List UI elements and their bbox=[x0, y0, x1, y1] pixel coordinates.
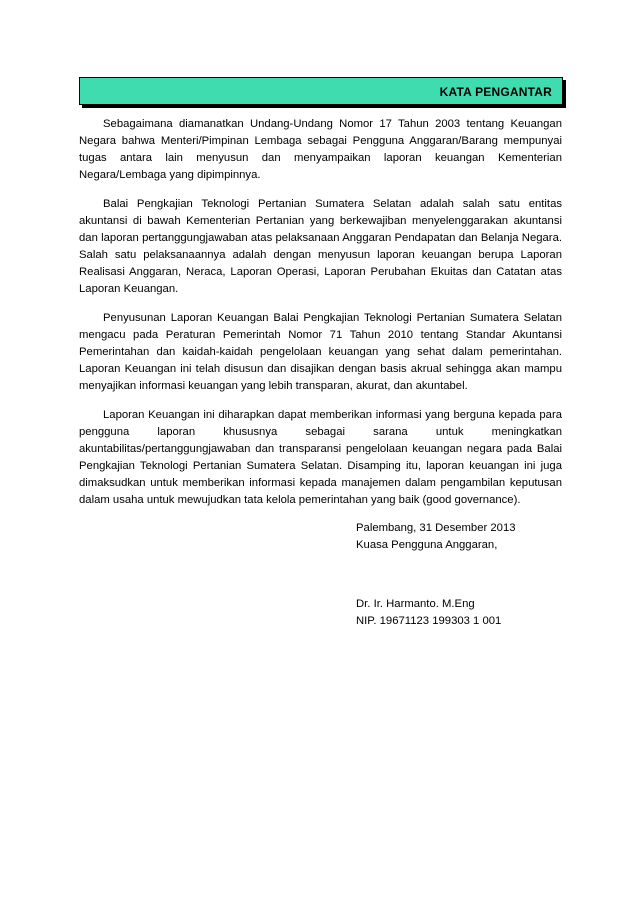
paragraph-3: Penyusunan Laporan Keuangan Balai Pengkajian Teknologi Pertanian Sumatera Selatan mengacu pada Peraturan Pemerintah Nomor 71 Tahun 2010 tentang Standar Akuntansi Pemerintahan dan kaidah-kaidah pengelolaan keuangan yang sehat dalam pemerintahan. Laporan Keuangan ini telah disusun dan disajikan dengan basis akrual sehingga akan mampu menyajikan informasi keuangan yang lebih transparan, akurat, dan akuntabel. bbox=[79, 312, 562, 392]
paragraph-2: Balai Pengkajian Teknologi Pertanian Sumatera Selatan adalah salah satu entitas akuntansi di bawah Kementerian Pertanian yang berkewajiban menyelenggarakan akuntansi dan laporan pertanggungjawaban atas pelaksanaan Anggaran Pendapatan dan Belanja Negara. Salah satu pelaksanaannya adalah dengan menyusun laporan keuangan berupa Laporan Realisasi Anggaran, Neraca, Laporan Operasi, Laporan Perubahan Ekuitas dan Catatan atas Laporan Keuangan. bbox=[79, 198, 562, 295]
signer-position: Kuasa Pengguna Anggaran, bbox=[356, 539, 498, 551]
paragraph-4: Laporan Keuangan ini diharapkan dapat memberikan informasi yang berguna kepada para pengguna laporan khususnya sebagai sarana untuk meningkatkan akuntabilitas/pertanggungjawaban dan transparansi pengelolaan keuangan negara pada Balai Pengkajian Teknologi Pertanian Sumatera Selatan. Disamping itu, laporan keuangan ini juga dimaksudkan untuk memberikan informasi kepada manajemen dalam pengambilan keputusan dalam usaha untuk mewujudkan tata kelola pemerintahan yang baik (good governance). bbox=[79, 409, 562, 506]
signer-nip: NIP. 19671123 199303 1 001 bbox=[356, 615, 502, 627]
page-title: KATA PENGANTAR bbox=[439, 85, 552, 99]
signature-footer bbox=[356, 596, 501, 630]
place-date: Palembang, 31 Desember 2013 bbox=[356, 522, 516, 534]
body-text bbox=[79, 116, 562, 521]
signer-name: Dr. Ir. Harmanto. M.Eng bbox=[356, 598, 475, 610]
title-banner bbox=[79, 77, 563, 105]
signature-header bbox=[356, 520, 516, 554]
paragraph-1: Sebagaimana diamanatkan Undang-Undang Nomor 17 Tahun 2003 tentang Keuangan Negara bahwa Menteri/Pimpinan Lembaga sebagai Pengguna Anggaran/Barang mempunyai tugas antara lain menyusun dan menyampaikan laporan keuangan Kementerian Negara/Lembaga yang dipimpinnya. bbox=[79, 118, 562, 181]
